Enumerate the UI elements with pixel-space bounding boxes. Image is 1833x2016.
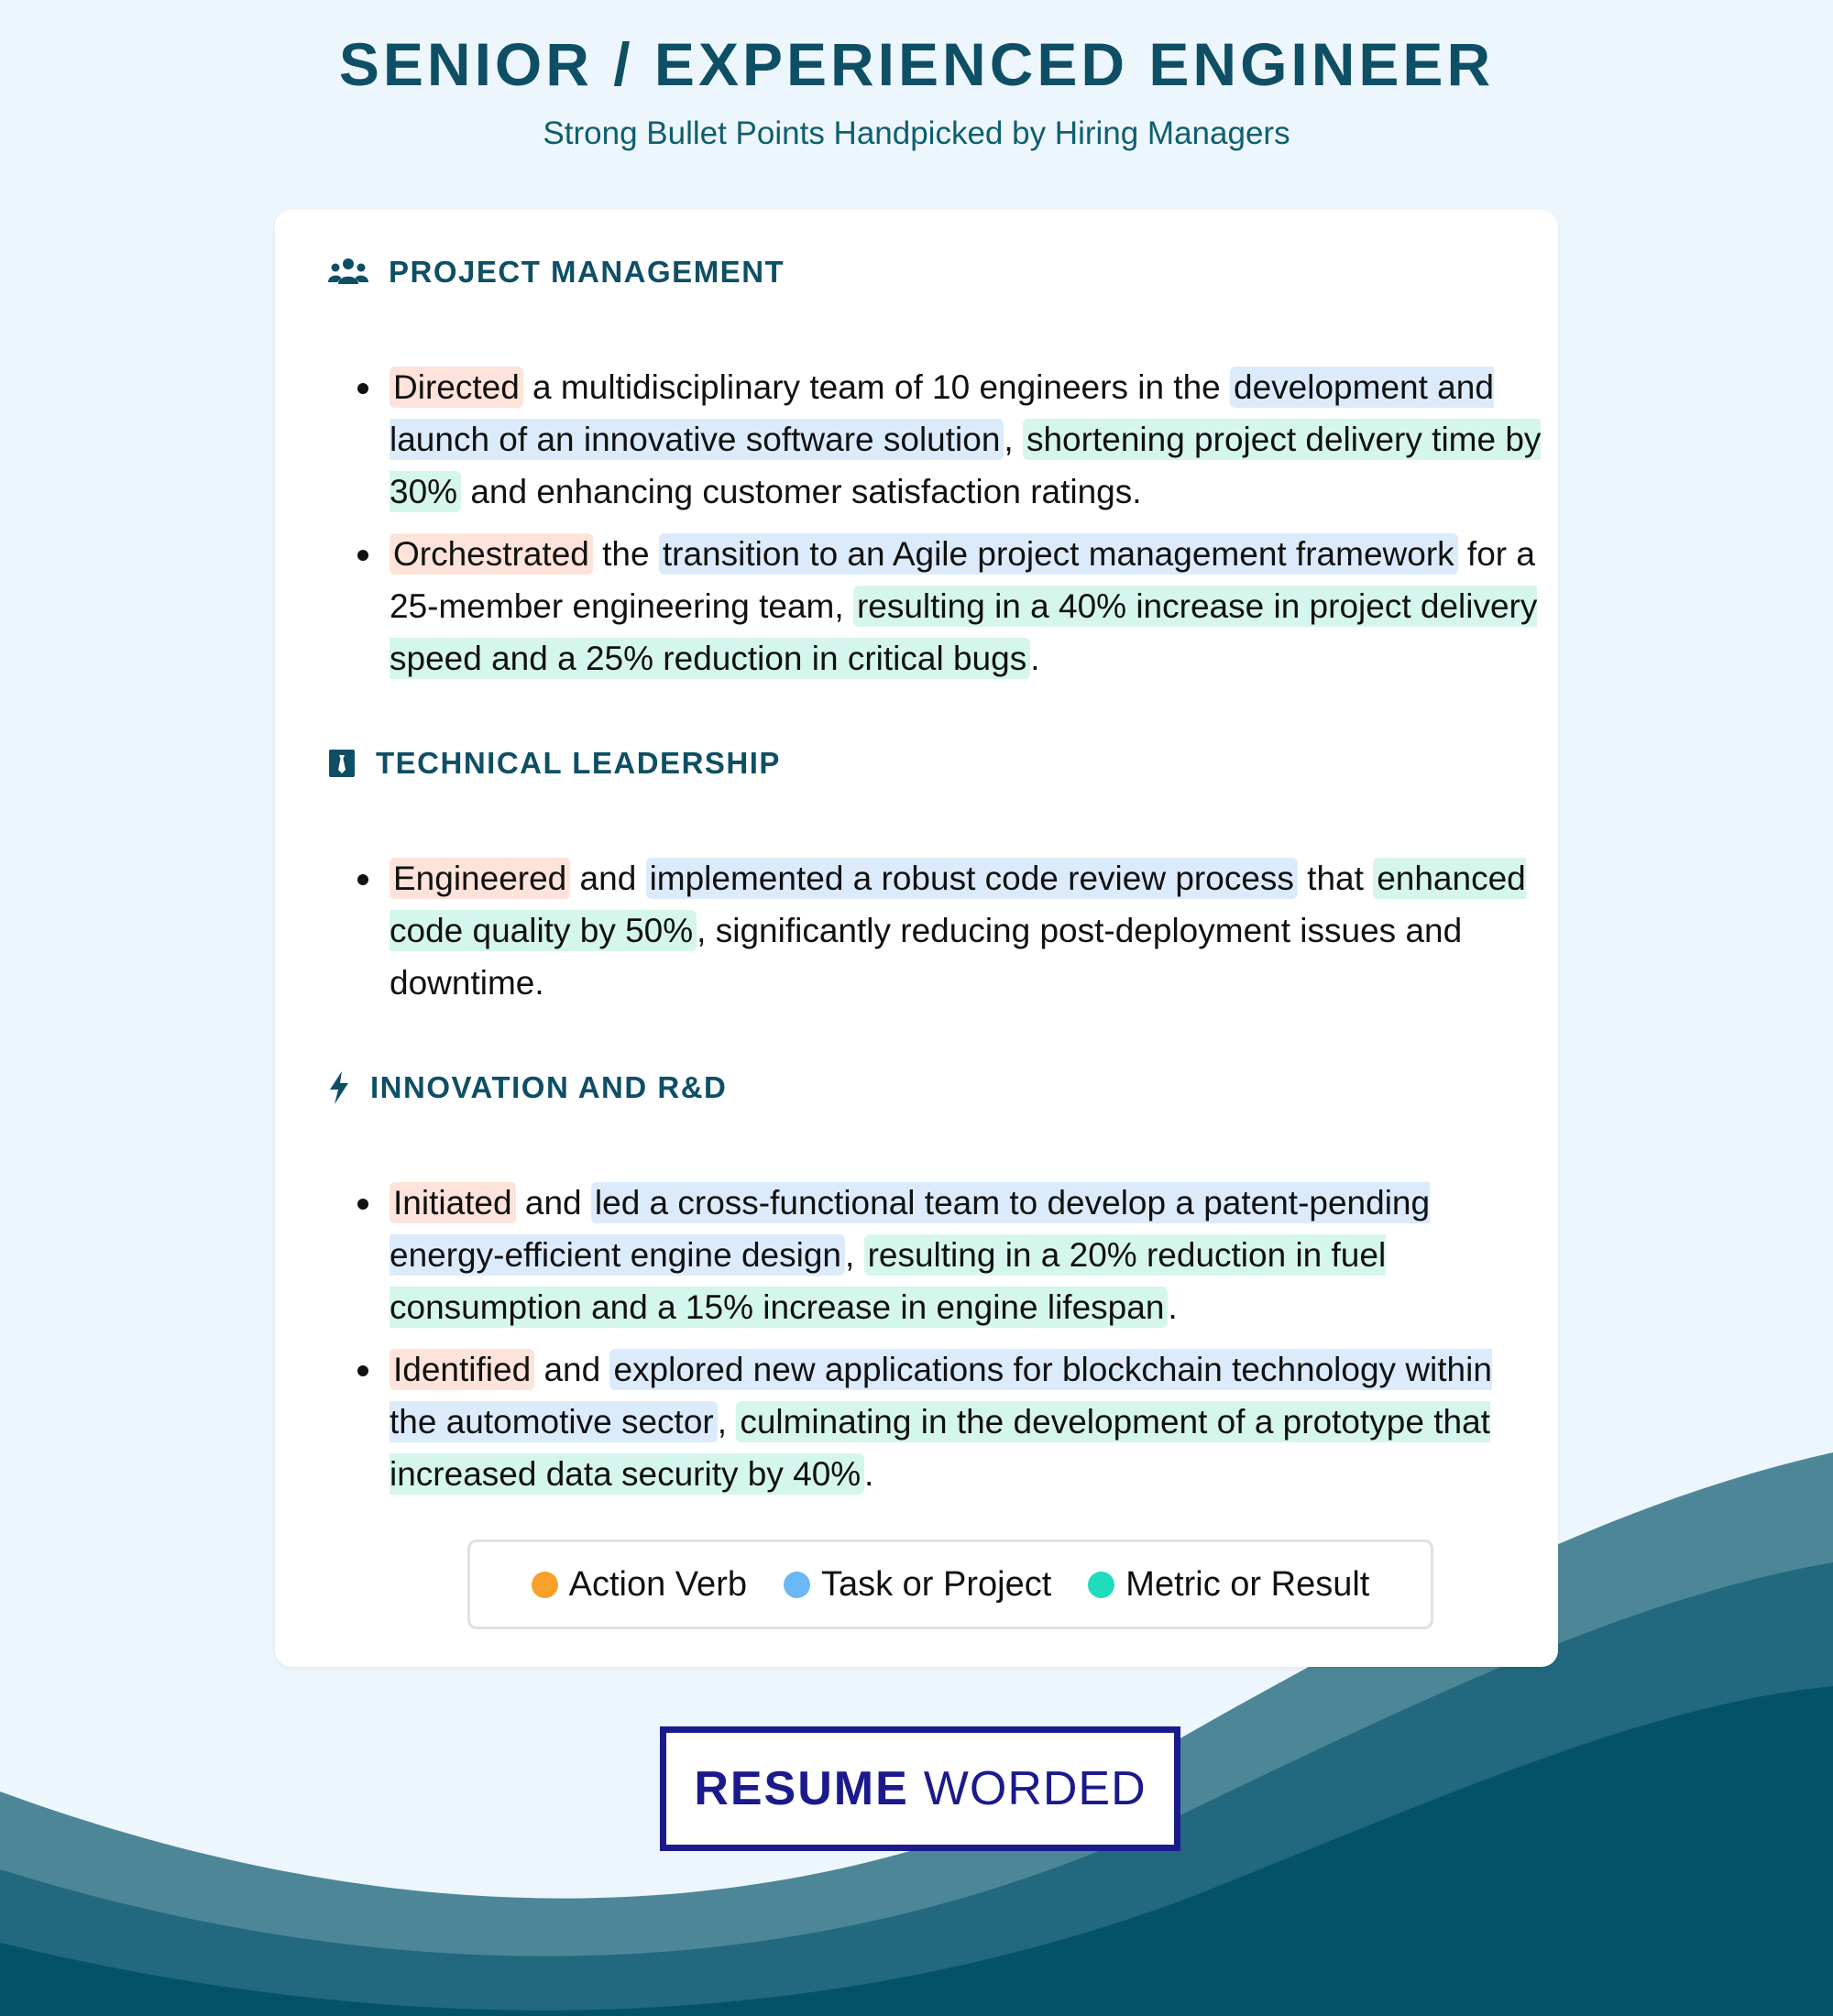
- legend-label: Metric or Result: [1125, 1564, 1370, 1604]
- resume-worded-logo: [660, 1726, 1180, 1851]
- section-title: PROJECT MANAGEMENT: [389, 255, 785, 289]
- lightning-icon: [328, 1071, 350, 1104]
- bullet-list: [328, 852, 1547, 1019]
- page-subtitle: Strong Bullet Points Handpicked by Hiring Managers: [543, 115, 1290, 151]
- section-technical-leadership: [328, 743, 1526, 1002]
- bullet-item: [328, 852, 1547, 1009]
- task-or-project: implemented a robust code review process: [646, 858, 1298, 899]
- action-verb: Initiated: [390, 1182, 516, 1223]
- bullet-item: [328, 528, 1547, 685]
- plain-text: for a 25-member engineering team,: [390, 535, 1535, 625]
- action-verb: Identified: [390, 1349, 534, 1390]
- legend-dot: [1088, 1572, 1114, 1598]
- plain-text: .: [1168, 1288, 1178, 1326]
- bullet-list: [328, 361, 1547, 695]
- metric-or-result: culminating in the development of a prototype that increased data security by 40%: [390, 1403, 1490, 1493]
- plain-text: and: [534, 1351, 610, 1388]
- plain-text: ,: [845, 1236, 864, 1274]
- section-project-management: [328, 252, 1542, 677]
- bullet-item: [328, 1177, 1547, 1333]
- plain-text: the: [592, 535, 659, 573]
- task-or-project: development and launch of an innovative software solution: [390, 368, 1494, 458]
- action-verb: Directed: [390, 367, 523, 408]
- legend-dot: [784, 1572, 810, 1598]
- tie-icon: [328, 748, 356, 779]
- legend-item-task-or-project: [784, 1565, 1051, 1605]
- metric-or-result: shortening project delivery time by 30%: [390, 421, 1542, 510]
- plain-text: ,: [717, 1403, 737, 1441]
- legend-label: Action Verb: [568, 1564, 747, 1604]
- plain-text: and: [515, 1184, 591, 1222]
- task-or-project: led a cross-functional team to develop a patent-pending energy-efficient engine design: [390, 1184, 1431, 1274]
- logo-strong-text: RESUME: [694, 1762, 909, 1815]
- metric-or-result: enhanced code quality by 50%: [390, 860, 1526, 949]
- metric-or-result: resulting in a 20% reduction in fuel consumption and a 15% increase in engine lifespan: [390, 1236, 1387, 1326]
- legend-dot: [532, 1572, 558, 1598]
- plain-text: .: [864, 1455, 874, 1493]
- bullet-item: [328, 1343, 1547, 1500]
- plain-text: that: [1297, 860, 1374, 897]
- plain-text: ,: [1004, 421, 1023, 458]
- plain-text: and enhancing customer satisfaction ratings.: [461, 473, 1142, 510]
- logo-light-text: WORDED: [923, 1762, 1147, 1815]
- page-header: [0, 27, 1833, 154]
- task-or-project: explored new applications for blockchain technology within the automotive sector: [390, 1351, 1492, 1441]
- plain-text: a multidisciplinary team of 10 engineers in the: [522, 368, 1231, 406]
- legend-label: Task or Project: [820, 1564, 1052, 1604]
- highlight-legend: [467, 1539, 1433, 1629]
- task-or-project: transition to an Agile project management framework: [659, 533, 1458, 575]
- plain-text: , significantly reducing post-deployment issues and downtime.: [390, 912, 1463, 1002]
- action-verb: Orchestrated: [390, 533, 593, 575]
- users-icon: [328, 257, 368, 288]
- section-header: [328, 743, 1520, 783]
- section-header: [328, 252, 1520, 292]
- section-title: INNOVATION AND R&D: [370, 1070, 728, 1104]
- plain-text: and: [570, 860, 646, 897]
- bullet-item: [328, 361, 1547, 518]
- bullet-card: [275, 210, 1558, 1667]
- section-innovation-rd: [328, 1068, 1520, 1493]
- legend-item-action-verb: [532, 1565, 747, 1605]
- metric-or-result: resulting in a 40% increase in project delivery speed and a 25% reduction in critical bugs: [390, 587, 1538, 677]
- legend-item-metric-or-result: [1088, 1565, 1369, 1605]
- plain-text: .: [1030, 640, 1040, 677]
- section-title: TECHNICAL LEADERSHIP: [376, 746, 781, 780]
- action-verb: Engineered: [390, 858, 570, 899]
- bullet-list: [328, 1177, 1547, 1510]
- section-header: [328, 1068, 1520, 1108]
- page-title: SENIOR / EXPERIENCED ENGINEER: [338, 30, 1495, 98]
